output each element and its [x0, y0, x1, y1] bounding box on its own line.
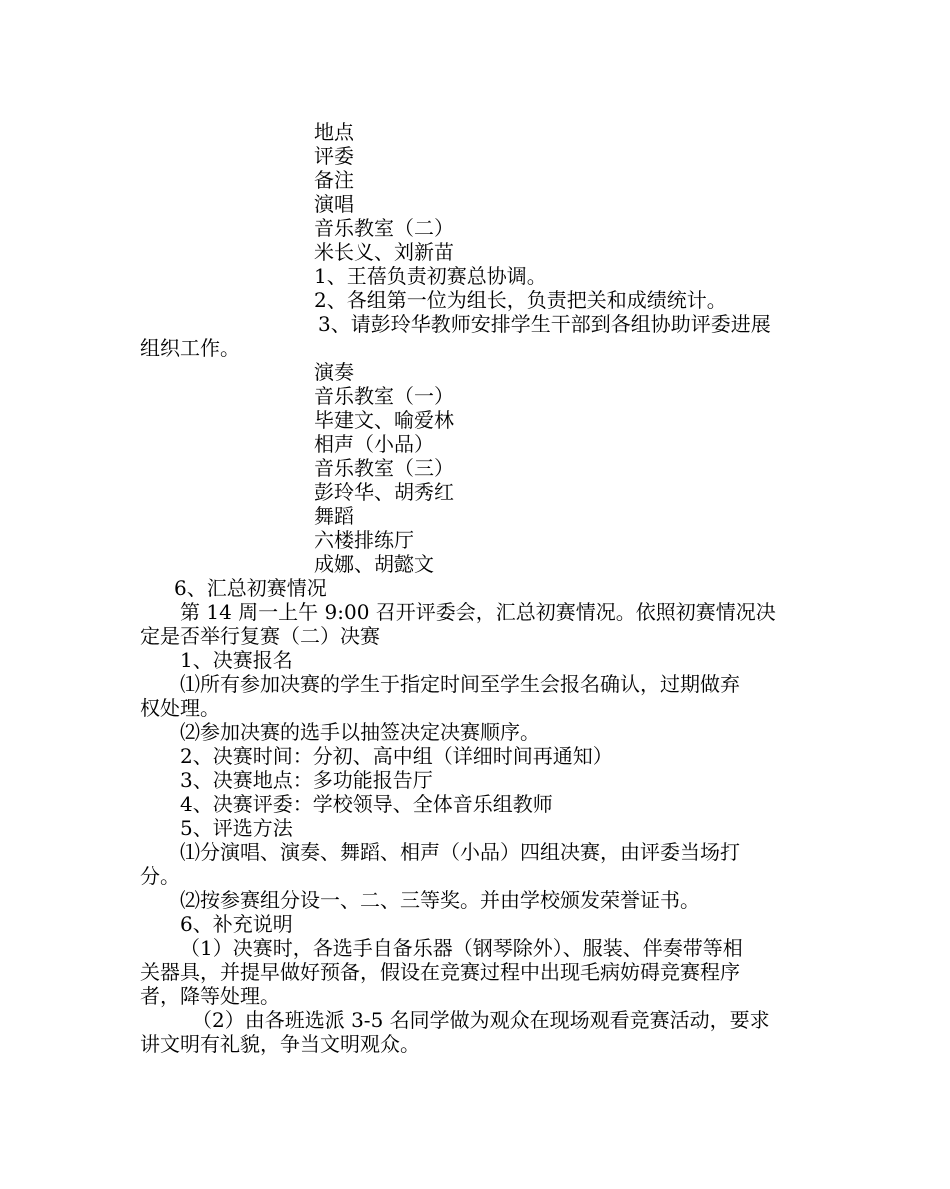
- table-header-judges: 评委: [314, 144, 354, 168]
- paragraph-line: （1）决赛时，各选手自备乐器（钢琴除外）、服装、伴奏带等相: [180, 936, 743, 960]
- table-header-location: 地点: [314, 120, 354, 144]
- table-row-judges: 毕建文、喻爱林: [314, 408, 454, 432]
- paragraph-line: ⑴所有参加决赛的学生于指定时间至学生会报名确认，过期做弃: [180, 672, 740, 696]
- table-row-judges: 彭玲华、胡秀红: [314, 480, 454, 504]
- table-header-notes: 备注: [314, 168, 354, 192]
- list-item: 1、决赛报名: [180, 648, 293, 672]
- table-row-category: 演奏: [314, 360, 354, 384]
- paragraph-line: 第 14 周一上午 9:00 召开评委会，汇总初赛情况。依照初赛情况决: [180, 600, 776, 624]
- table-row-location: 音乐教室（二）: [314, 216, 454, 240]
- paragraph-line: 权处理。: [140, 696, 220, 720]
- document-body: [140, 120, 812, 1056]
- table-row-category: 演唱: [314, 192, 354, 216]
- list-item: 6、补充说明: [180, 912, 293, 936]
- paragraph-line: 讲文明有礼貌，争当文明观众。: [140, 1032, 420, 1056]
- table-note-3: 3、请彭玲华教师安排学生干部到各组协助评委进展: [318, 312, 771, 336]
- table-note-1: 1、王蓓负责初赛总协调。: [314, 264, 547, 288]
- table-note-3-continued: 组织工作。: [140, 336, 240, 360]
- paragraph-line: （2）由各班选派 3-5 名同学做为观众在现场观看竞赛活动，要求: [192, 1008, 770, 1032]
- table-row-location: 音乐教室（三）: [314, 456, 454, 480]
- paragraph-line: 者，降等处理。: [140, 984, 280, 1008]
- table-row-category: 相声（小品）: [314, 432, 434, 456]
- table-note-2: 2、各组第一位为组长，负责把关和成绩统计。: [314, 288, 727, 312]
- list-item: 4、决赛评委：学校领导、全体音乐组教师: [180, 792, 553, 816]
- list-item: 2、决赛时间：分初、高中组（详细时间再通知）: [180, 744, 613, 768]
- section-heading: 6、汇总初赛情况: [174, 576, 327, 600]
- table-row-category: 舞蹈: [314, 504, 354, 528]
- table-row-location: 六楼排练厅: [314, 528, 414, 552]
- list-item: ⑵参加决赛的选手以抽签决定决赛顺序。: [180, 720, 540, 744]
- table-row-location: 音乐教室（一）: [314, 384, 454, 408]
- table-row-judges: 米长义、刘新苗: [314, 240, 454, 264]
- list-item: 5、评选方法: [180, 816, 293, 840]
- list-item: 3、决赛地点：多功能报告厅: [180, 768, 433, 792]
- paragraph-line: 关器具，并提早做好预备，假设在竞赛过程中出现毛病妨碍竞赛程序: [140, 960, 740, 984]
- paragraph-line: 定是否举行复赛（二）决赛: [140, 624, 380, 648]
- table-row-judges: 成娜、胡懿文: [314, 552, 434, 576]
- list-item: ⑵按参赛组分设一、二、三等奖。并由学校颁发荣誉证书。: [180, 888, 700, 912]
- paragraph-line: ⑴分演唱、演奏、舞蹈、相声（小品）四组决赛，由评委当场打: [180, 840, 740, 864]
- paragraph-line: 分。: [140, 864, 180, 888]
